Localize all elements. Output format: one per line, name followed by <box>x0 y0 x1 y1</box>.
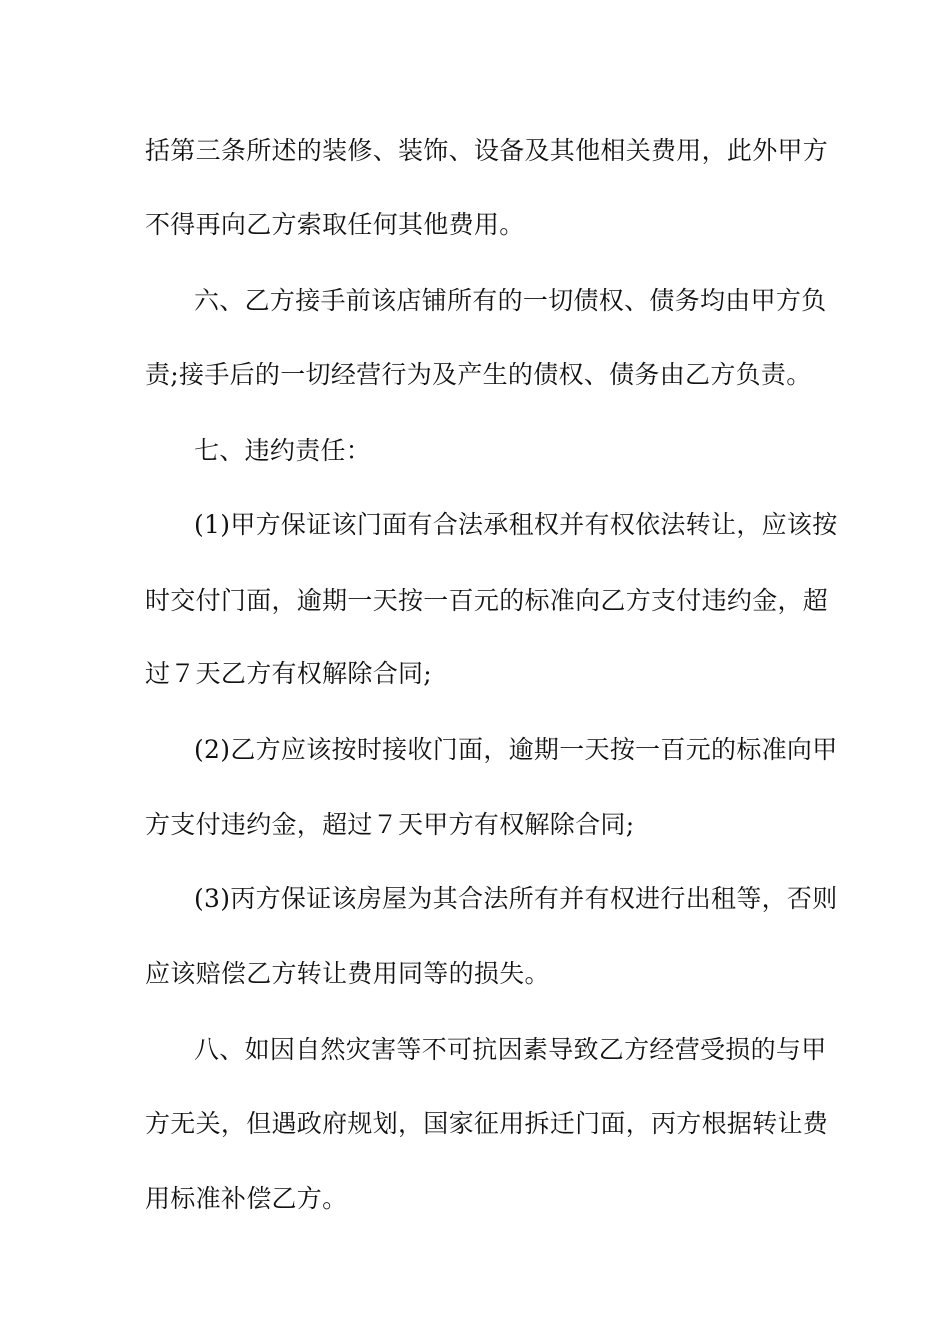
text-line: 责;接手后的一切经营行为及产生的债权、债务由乙方负责。 <box>145 360 812 389</box>
text-line: 方支付违约金，超过７天甲方有权解除合同; <box>145 810 635 839</box>
text-line: 应该赔偿乙方转让费用同等的损失。 <box>145 959 550 988</box>
text-line: 用标准补偿乙方。 <box>145 1184 348 1213</box>
paragraph-six-start: 六、乙方接手前该店铺所有的一切债权、债务均由甲方负 <box>194 286 827 315</box>
text-line: 方无关，但遇政府规划，国家征用拆迁门面，丙方根据转让费 <box>145 1109 829 1138</box>
text-line: 括第三条所述的装修、装饰、设备及其他相关费用，此外甲方 <box>145 136 829 165</box>
clause-3-start: (3)丙方保证该房屋为其合法所有并有权进行出租等，否则 <box>194 884 838 913</box>
text-line: 时交付门面，逾期一天按一百元的标准向乙方支付违约金，超 <box>145 586 829 615</box>
clause-1-start: (1)甲方保证该门面有合法承租权并有权依法转让，应该按 <box>194 510 838 539</box>
paragraph-eight-start: 八、如因自然灾害等不可抗因素导致乙方经营受损的与甲 <box>194 1035 827 1064</box>
text-line: 过７天乙方有权解除合同; <box>145 659 433 688</box>
text-line: 不得再向乙方索取任何其他费用。 <box>145 210 525 239</box>
clause-2-start: (2)乙方应该按时接收门面，逾期一天按一百元的标准向甲 <box>194 735 838 764</box>
section-heading-breach: 七、违约责任： <box>194 436 372 465</box>
